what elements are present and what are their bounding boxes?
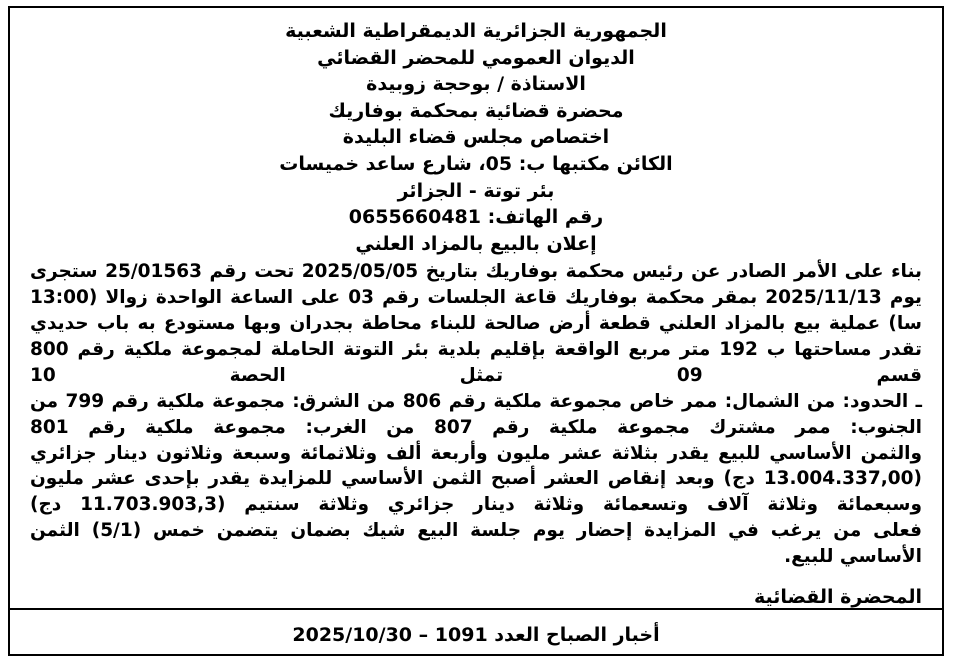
header-line-office: الديوان العمومي للمحضر القضائي (317, 46, 635, 69)
paragraph-price: والثمن الأساسي للبيع يقدر بثلاثة عشر مليون وأربعة ألف وثلاثمائة وسبعة وثلاثون دينار جزائري (13.004.337,00 دج) وبعد إنقاص العشر أصبح الثمن الأساسي للمزايدة يقدر بإحدى عشر مليون وسبعمائة وثلاثة آلاف وتسعمائة وثلاثة دينار جزائري وثلاثة سنتيم (11.703.903,3 دج) (30, 442, 922, 516)
signature-line: المحضرة القضائية (753, 586, 922, 609)
paragraph-boundaries: ـ الحدود: من الشمال: ممر خاص مجموعة ملكية رقم 806 من الشرق: مجموعة ملكية رقم 799 من الجنوب: ممر مشترك مجموعة ملكية رقم 807 من الغرب: مجموعة ملكية رقم 801 (30, 390, 922, 438)
auction-notice-box (8, 6, 944, 656)
footer-divider (10, 608, 942, 610)
header-line-role: محضرة قضائية بمحكمة بوفاريك (328, 99, 624, 122)
footer-publication: أخبار الصباح العدد 1091 (434, 624, 660, 646)
paragraph-deposit-condition: فعلى من يرغب في المزايدة إحضار يوم جلسة البيع شيك بضمان يتضمن خمس (5/1) الثمن الأساسي للبيع. (30, 520, 922, 568)
header-phone: رقم الهاتف: 0655660481 (348, 206, 604, 229)
header-line-city: بئر توتة - الجزائر (397, 179, 555, 202)
notice-header (30, 18, 922, 231)
paragraph-order-details: بناء على الأمر الصادر عن رئيس محكمة بوفاريك بتاريخ 2025/05/05 تحت رقم 25/01563 ستجرى يوم 2025/11/13 بمقر محكمة بوفاريك قاعة الجلسات رقم 03 على الساعة الواحدة زوالا (13:00 سا) عملية بيع بالمزاد العلني قطعة أرض صالحة للبناء محاطة بجدران وبها مستودع به باب حديدي تقدر مساحتها ب 192 متر مربع الواقعة بإقليم بلدية بئر التوتة الحاملة لمجموعة ملكية رقم 800 قسم 09 تمثل الحصة 10 (30, 261, 923, 386)
header-line-republic: الجمهورية الجزائرية الديمقراطية الشعبية (285, 20, 667, 42)
header-line-address: الكائن مكتبها ب: 05، شارع ساعد خميسات (279, 152, 673, 175)
notice-inner (10, 8, 942, 608)
header-line-name: الاستاذة / بوحجة زوبيدة (366, 73, 586, 96)
header-line-jurisdiction: اختصاص مجلس قضاء البليدة (342, 126, 610, 149)
notice-body (30, 259, 922, 570)
footer-separator: – (418, 624, 429, 646)
notice-title: إعلان بالبيع بالمزاد العلني (355, 232, 597, 255)
notice-footer (10, 624, 942, 646)
footer-date: 2025/10/30 (292, 624, 413, 646)
